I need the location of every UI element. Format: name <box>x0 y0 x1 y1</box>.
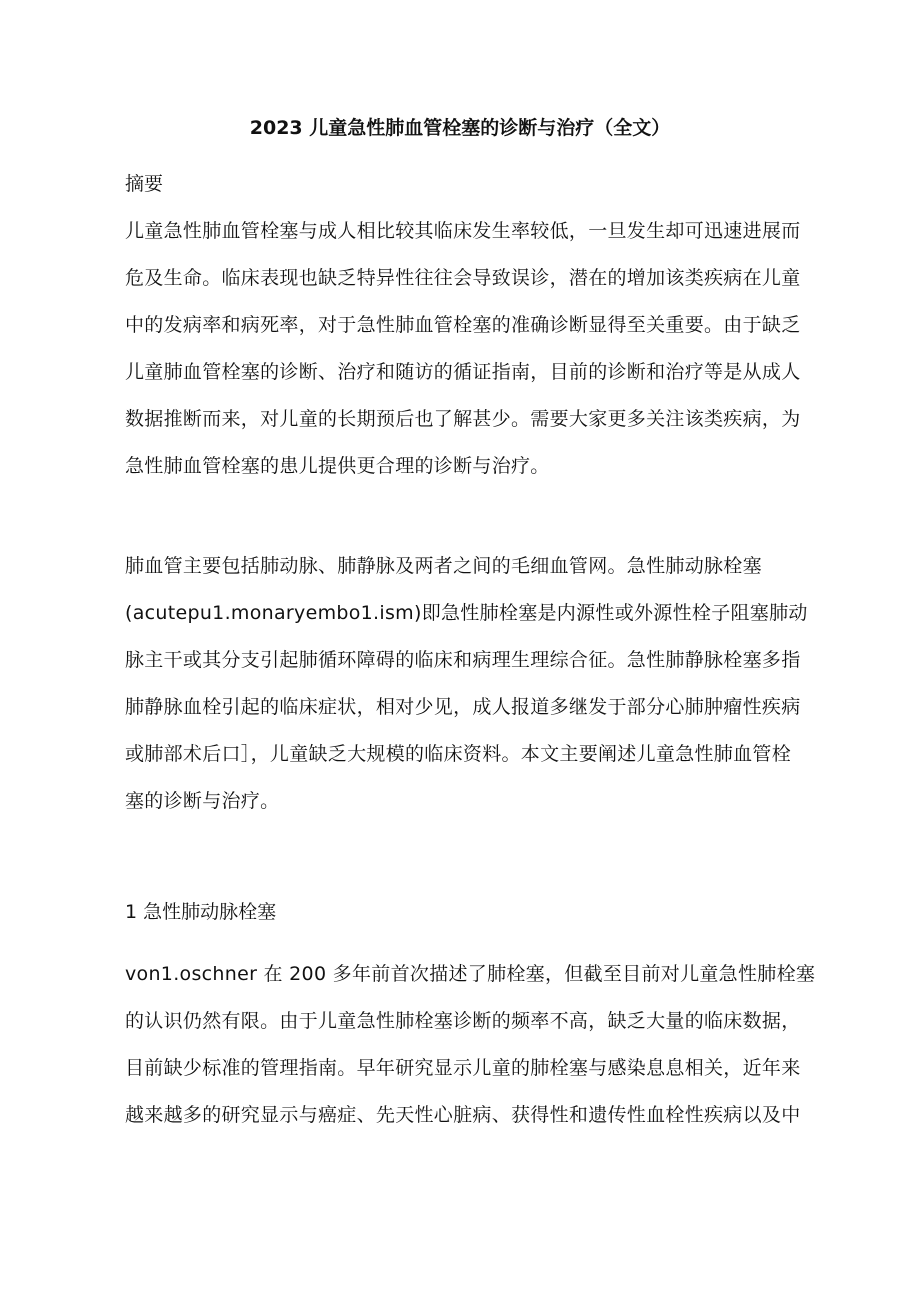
intro-line: 塞的诊断与治疗。 <box>125 790 280 812</box>
intro-line: 或肺部术后口］，儿童缺乏大规模的临床资料。本文主要阐述儿童急性肺血管栓 <box>125 743 792 765</box>
abstract-line: 数据推断而来，对儿童的长期预后也了解甚少。需要大家更多关注该类疾病，为 <box>125 408 801 430</box>
section-line: von1.oschner 在 200 多年前首次描述了肺栓塞，但截至目前对儿童急性肺栓塞 <box>125 963 816 985</box>
abstract-line: 急性肺血管栓塞的患儿提供更合理的诊断与治疗。 <box>125 455 550 477</box>
abstract-line: 中的发病率和病死率，对于急性肺血管栓塞的准确诊断显得至关重要。由于缺乏 <box>125 314 801 336</box>
intro-line: 脉主干或其分支引起肺循环障碍的临床和病理生理综合征。急性肺静脉栓塞多指 <box>125 649 801 671</box>
abstract-line: 儿童肺血管栓塞的诊断、治疗和随访的循证指南，目前的诊断和治疗等是从成人 <box>125 361 801 383</box>
section-line: 越来越多的研究显示与癌症、先天性心脏病、获得性和遗传性血栓性疾病以及中 <box>125 1104 801 1126</box>
intro-line: 肺血管主要包括肺动脉、肺静脉及两者之间的毛细血管网。急性肺动脉栓塞 <box>125 555 762 577</box>
document-title: 2023 儿童急性肺血管栓塞的诊断与治疗（全文） <box>249 117 671 139</box>
abstract-line: 儿童急性肺血管栓塞与成人相比较其临床发生率较低，一旦发生却可迅速进展而 <box>125 220 801 242</box>
abstract-line: 危及生命。临床表现也缺乏特异性往往会导致误诊，潜在的增加该类疾病在儿童 <box>125 267 801 289</box>
abstract-heading: 摘要 <box>125 173 164 195</box>
section-heading: 1 急性肺动脉栓塞 <box>125 901 277 923</box>
section-line: 目前缺少标准的管理指南。早年研究显示儿童的肺栓塞与感染息息相关，近年来 <box>125 1057 801 1079</box>
intro-line: 肺静脉血栓引起的临床症状，相对少见，成人报道多继发于部分心肺肿瘤性疾病 <box>125 696 801 718</box>
intro-line: (acutepu1.monaryembo1.ism)即急性肺栓塞是内源性或外源性栓子阻塞肺动 <box>125 602 808 624</box>
section-line: 的认识仍然有限。由于儿童急性肺栓塞诊断的频率不高，缺乏大量的临床数据， <box>125 1010 801 1032</box>
